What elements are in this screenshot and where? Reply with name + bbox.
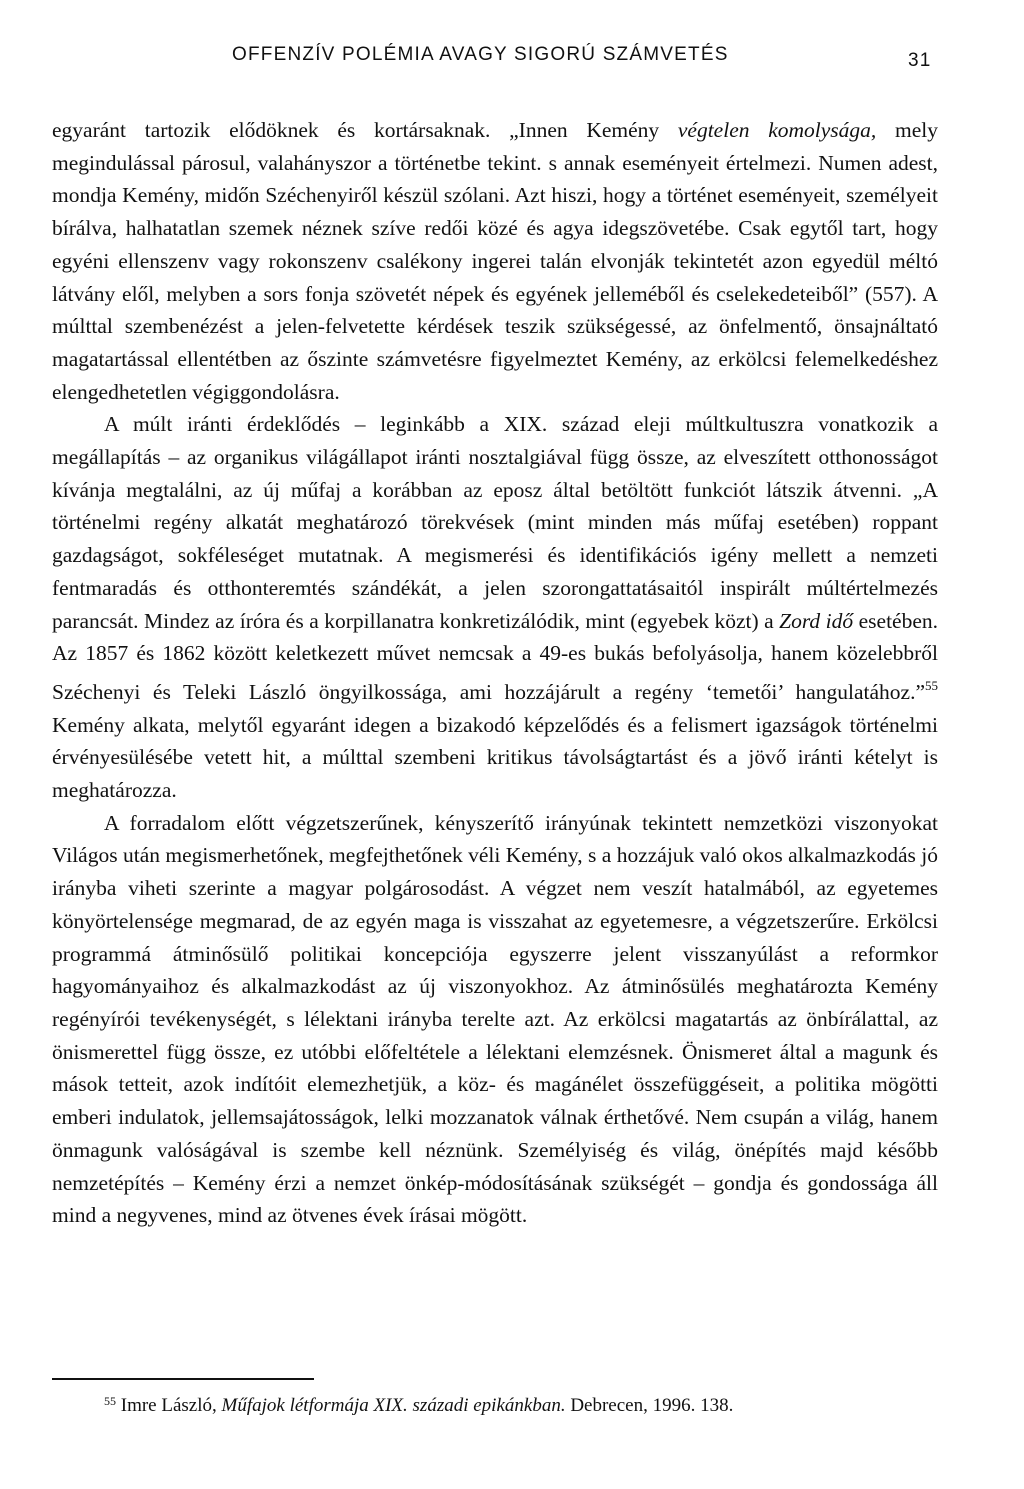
paragraph-3: A forradalom előtt végzetszerűnek, kényszerítő irányúnak tekintett nemzetközi viszonyokat Világos után megismerhetőnek, megfejthetőnek véli Kemény, s a hozzájuk való okos alkalmazkodás jó irányba viheti szerinte a magyar polgárosodást. A végzet nem veszít hatalmából, az egyetemes könyörtelensége megmarad, de az egyén maga is visszahat az egyetemesre, a végzetszerűre. Erkölcsi programmá átminősülő politikai koncepciója egyszerre jelent visszanyúlást a reformkor hagyományaihoz és alkalmazkodást az új viszonyokhoz. Az átminősülés meghatározta Kemény regényírói tevékenységét, s lélektani irányba terelte azt. Az erkölcsi magatartás az önbírálattal, az önismerettel függ össze, ez utóbbi előfeltétele a lélektani elemzésnek. Önismeret által a magunk és mások tetteit, azok indítóit elemezhetjük, a köz- és magánélet összefüggéseit, a politika mögötti emberi indulatok, jellemsajátosságok, lelki mozzanatok válnak érthetővé. Nem csupán a világ, hanem önmagunk valóságával is szembe kell néznünk. Személyiség és világ, önépítés majd később nemzetépítés – Kemény érzi a nemzet önkép-módosításának szükségét – gondja és gondossága áll mind a negyvenes, mind az ötvenes évek írásai mögött.	[52, 810, 938, 1228]
footnote-author: Imre László,	[120, 1395, 222, 1416]
paragraph-1-text-a: egyaránt tartozik elődöknek és kortársaknak. „Innen Kemény	[52, 118, 678, 142]
footnote-rule	[52, 1378, 314, 1380]
footnote-number: 55	[104, 1394, 116, 1408]
paragraph-1-text-b: mely megindulással párosul, valahányszor a történetbe tekint. s annak eseményeit értelmezi. Numen adest, mondja Kemény, midőn Széchenyiről készül szólani. Azt hiszi, hogy a történet eseményeit, személyeit bírálva, halhatatlan szemek néznek szíve redői közé és agya idegszövetébe. Csak egytől tart, hogy egyéni ellenszenv vagy rokonszenv csalékony ingerei talán elvonják tekintetét azon egyedül méltó látvány elől, melyben a sors fonja szövetét népek és egyének jelleméből és cselekedeteiből” (557). A múlttal szembenézést a jelen-felvetette kérdések teszik szükségessé, az önfelmentő, önsajnáltató magatartással ellentétben az őszinte számvetésre figyelmeztet Kemény, az erkölcsi felemelkedéshez elengedhetetlen végiggondolásra.	[52, 118, 938, 404]
footnote-title: Műfajok létformája XIX. századi epikánkban.	[221, 1395, 566, 1416]
paragraph-2	[52, 408, 938, 806]
footnote-reference[interactable]: 55	[925, 677, 938, 693]
paragraph-2-text-a: A múlt iránti érdeklődés – leginkább a XIX. század eleji múltkultuszra vonatkozik a megállapítás – az organikus világállapot iránti nosztalgiával függ össze, az elveszített otthonosságot kívánja megtalálni, az új műfaj a korábban az eposz által betöltött funkciót látszik átvenni. „A történelmi regény alkatát meghatározó törekvések (mint minden más műfaj esetében) roppant gazdagságot, sokféleséget mutatnak. A megismerési és identifikációs igény mellett a nemzeti fentmaradás és otthonteremtés szándékát, a jelen szorongattatásaitól inspirált múltértelmezés parancsát. Mindez az íróra és a korpillanatra konkretizálódik, mint (egyebek közt) a	[52, 412, 938, 633]
paragraph-2-text-c: Kemény alkata, melytől egyaránt idegen a bizakodó képzelődés és a felismert igazságok történelmi érvényesülésébe vetett hit, a múlttal szembeni kritikus távolságtartást és a jövő iránti kételyt is meghatározza.	[52, 712, 938, 803]
running-title: OFFENZÍV POLÉMIA AVAGY SIGORÚ SZÁMVETÉS	[232, 44, 729, 65]
footnote-publication: Debrecen, 1996. 138.	[565, 1395, 734, 1416]
paragraph-2-text-b: esetében. Az 1857 és 1862 között keletkezett művet nemcsak a 49-es bukás befolyásolja, hanem közelebbről Széchenyi és Teleki László öngyilkossága, ami hozzájárult a regény ‘temetői’ hangulatához.”	[52, 608, 939, 704]
body-text	[52, 114, 938, 1232]
page-number: 31	[908, 50, 932, 71]
paragraph-2-italic: Zord idő	[779, 608, 854, 633]
paragraph-1	[52, 114, 938, 408]
footnote	[104, 1388, 934, 1419]
paragraph-1-italic: végtelen komolysága,	[677, 118, 877, 142]
